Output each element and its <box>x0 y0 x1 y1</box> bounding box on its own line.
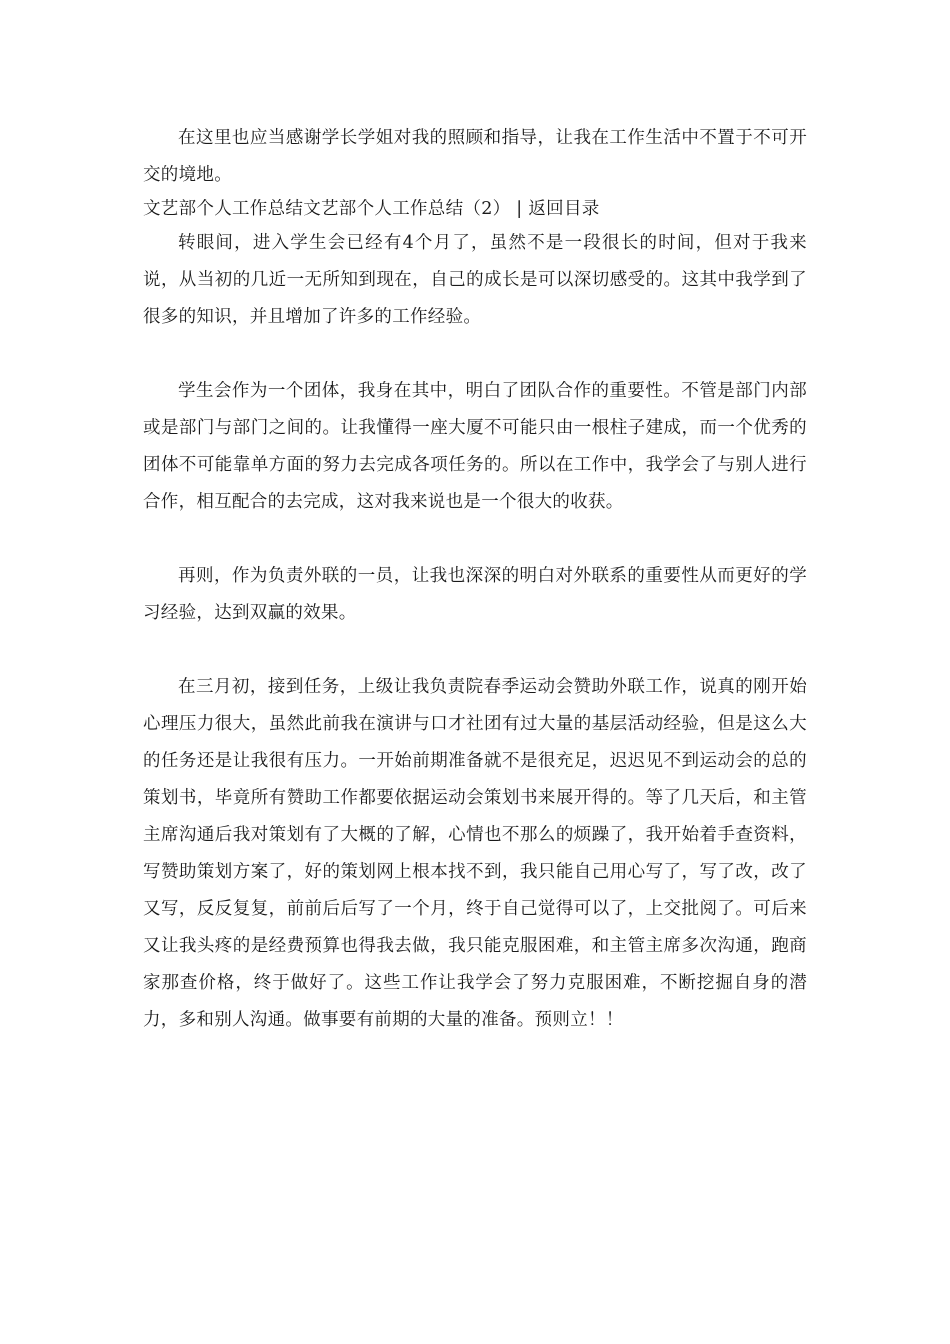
paragraph-spacer <box>143 336 807 373</box>
paragraph-spacer <box>143 632 807 669</box>
paragraph-spacer <box>143 521 807 558</box>
section-heading-title: 文艺部个人工作总结文艺部个人工作总结（2） <box>143 199 511 219</box>
section-heading <box>143 194 807 225</box>
document-body <box>143 120 807 1039</box>
back-to-contents-link[interactable]: 返回目录 <box>528 199 600 219</box>
paragraph-external-relations: 再则，作为负责外联的一员，让我也深深的明白对外联系的重要性从而更好的学习经验，达到双赢的效果。 <box>143 566 807 623</box>
paragraph-intro: 转眼间，进入学生会已经有4个月了，虽然不是一段很长的时间，但对于我来说，从当初的几近一无所知到现在，自己的成长是可以深切感受的。这其中我学到了很多的知识，并且增加了许多的工作经验。 <box>143 233 807 327</box>
heading-separator: | <box>510 199 529 219</box>
paragraph-thanks: 在这里也应当感谢学长学姐对我的照顾和指导，让我在工作生活中不置于不可开交的境地。 <box>143 128 807 185</box>
paragraph-teamwork: 学生会作为一个团体，我身在其中，明白了团队合作的重要性。不管是部门内部或是部门与部门之间的。让我懂得一座大厦不可能只由一根柱子建成，而一个优秀的团体不可能靠单方面的努力去完成各项任务的。所以在工作中，我学会了与别人进行合作，相互配合的去完成，这对我来说也是一个很大的收获。 <box>143 381 807 512</box>
paragraph-sponsorship-work: 在三月初，接到任务，上级让我负责院春季运动会赞助外联工作，说真的刚开始心理压力很大，虽然此前我在演讲与口才社团有过大量的基层活动经验，但是这么大的任务还是让我很有压力。一开始前期准备就不是很充足，迟迟见不到运动会的总的策划书，毕竟所有赞助工作都要依据运动会策划书来展开得的。等了几天后，和主管主席沟通后我对策划有了大概的了解，心情也不那么的烦躁了，我开始着手查资料，写赞助策划方案了，好的策划网上根本找不到，我只能自己用心写了，写了改，改了又写，反反复复，前前后后写了一个月，终于自己觉得可以了，上交批阅了。可后来又让我头疼的是经费预算也得我去做，我只能克服困难，和主管主席多次沟通，跑商家那查价格，终于做好了。这些工作让我学会了努力克服困难，不断挖掘自身的潜力，多和别人沟通。做事要有前期的大量的准备。预则立！！ <box>143 677 807 1030</box>
